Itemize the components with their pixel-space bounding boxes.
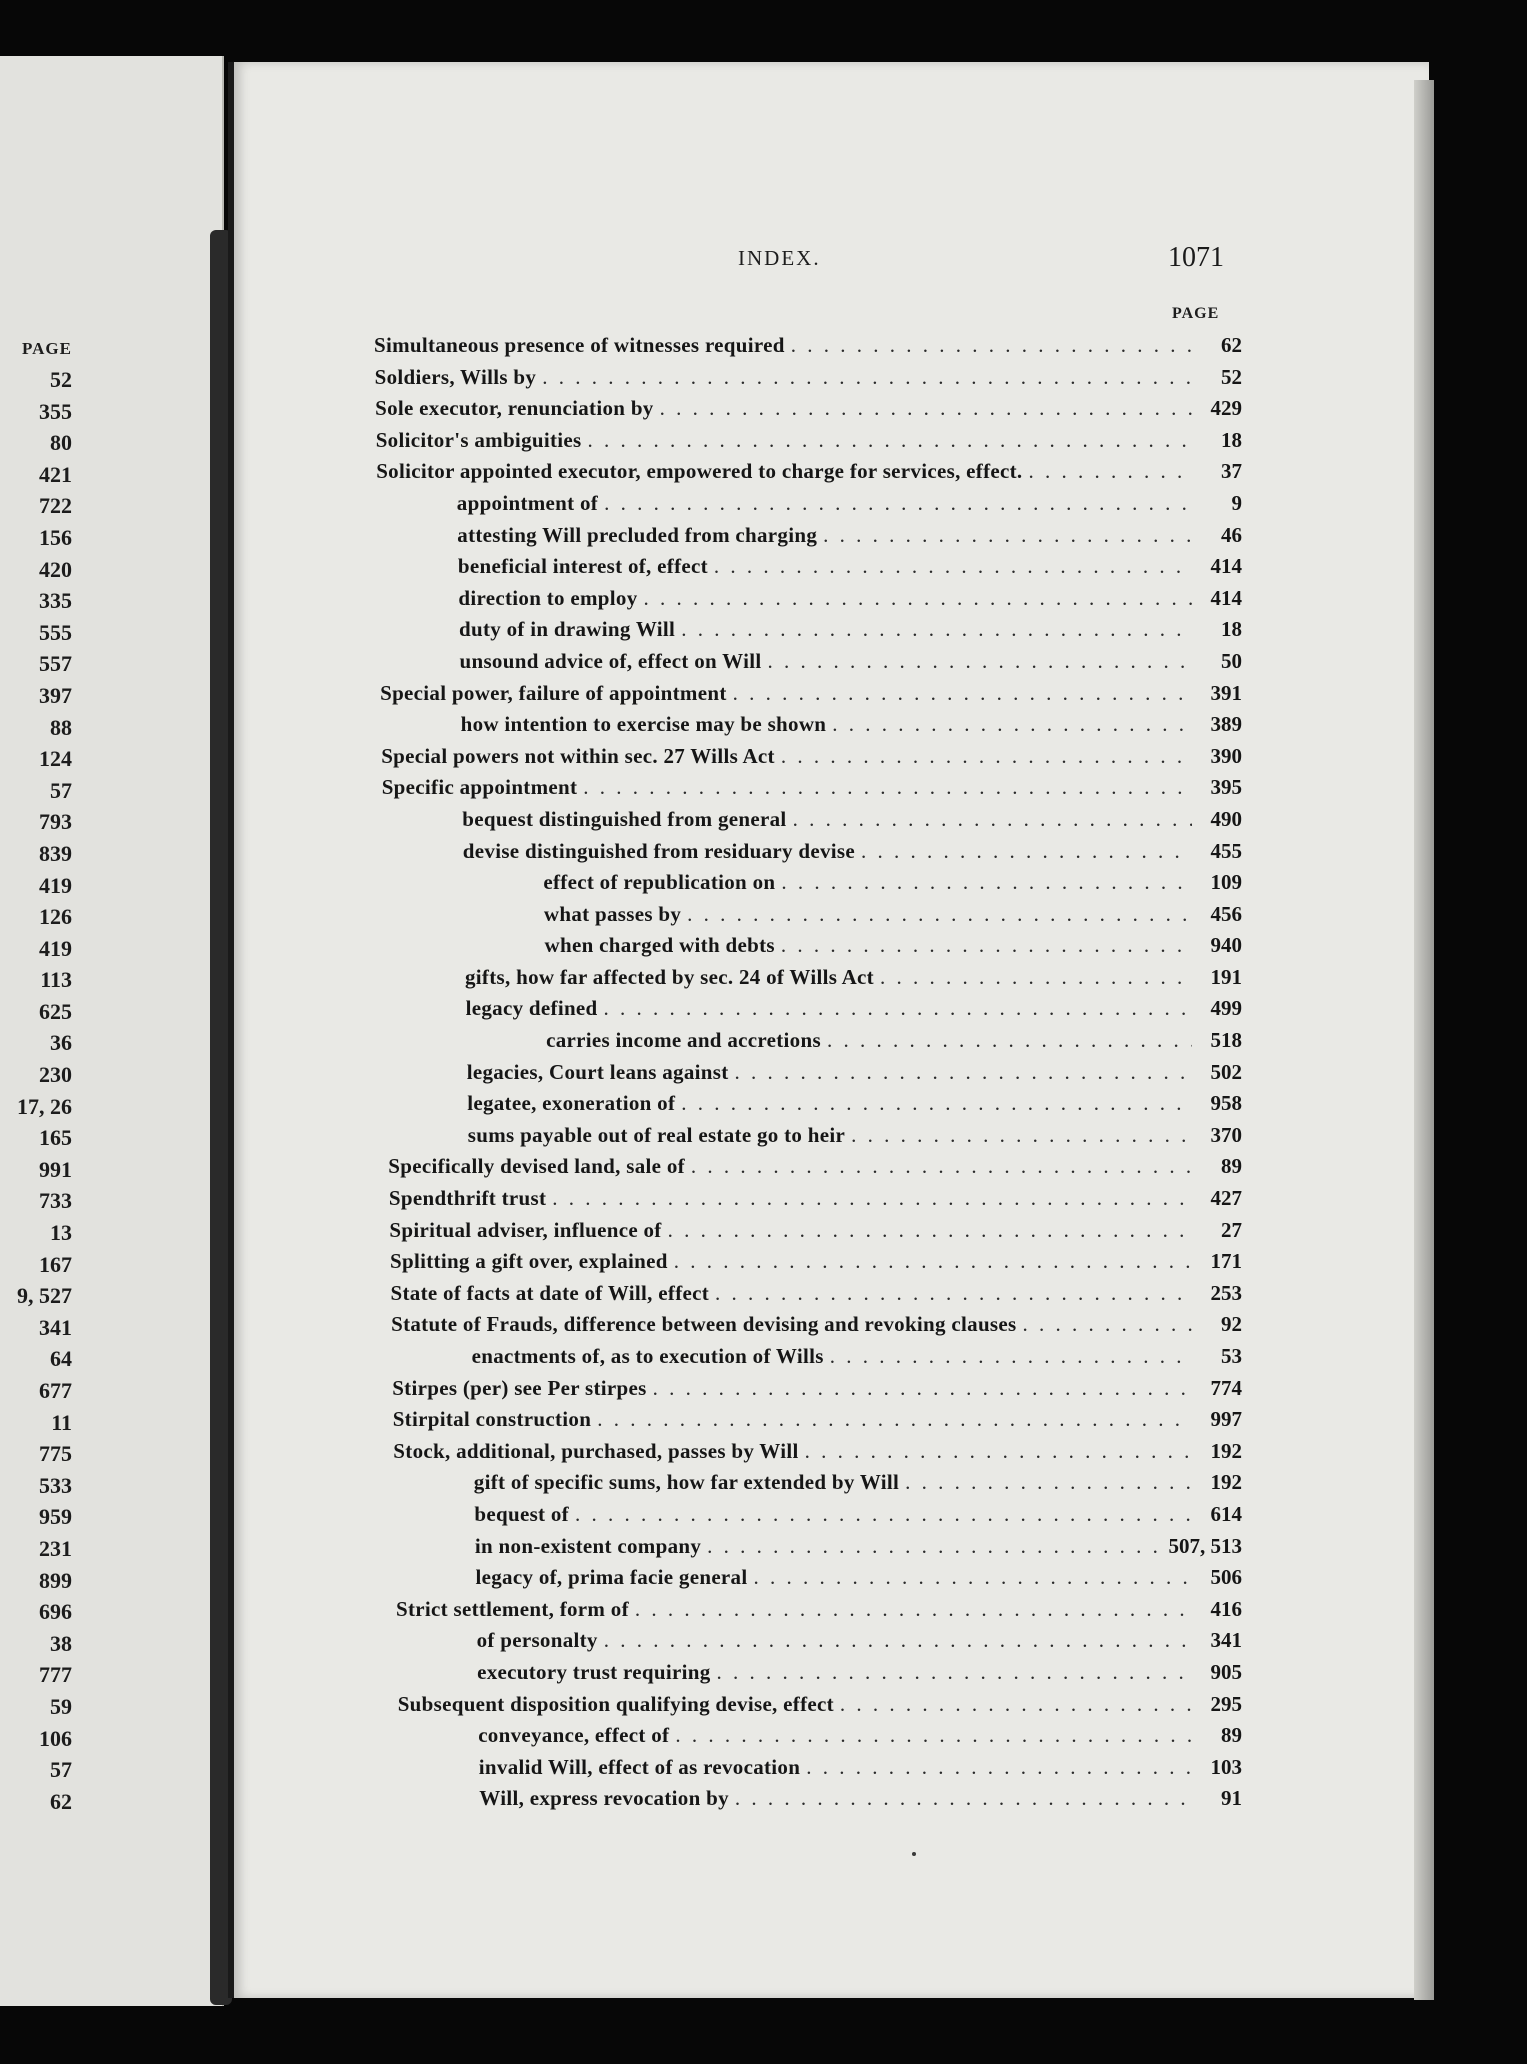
left-page-number: 341 [39,1314,72,1340]
index-entry [398,1720,1242,1752]
left-number-list [0,364,72,1817]
left-page-number: 793 [39,809,72,835]
dot-leader [707,1531,1162,1563]
index-entry [376,425,1242,457]
index-entry-page: 295 [1210,1691,1242,1716]
left-page-number: 899 [39,1567,72,1593]
dot-leader [583,772,1192,804]
dot-leader [597,1404,1192,1436]
index-entry-page: 50 [1221,648,1242,673]
left-page-number: 696 [39,1599,72,1625]
index-entry-text: how intention to exercise may be shown [460,712,827,737]
index-entry-page: 191 [1210,964,1242,989]
left-page-number: 165 [39,1125,72,1151]
index-entry-page: 62 [1221,333,1242,357]
index-entry-text: legacies, Court leans against [466,1059,729,1084]
left-page-number: 419 [39,872,72,898]
index-entry-page: 429 [1210,396,1242,421]
left-page-number: 625 [39,998,72,1024]
index-entry-page: 53 [1221,1344,1242,1368]
index-entry-text: gifts, how far affected by sec. 24 of Wills Act [465,964,874,989]
index-entry [379,614,1242,646]
left-page-number: 13 [50,1220,72,1246]
index-entry-page: 455 [1210,838,1242,863]
left-page-number: 555 [39,619,72,645]
index-entry-text: Splitting a gift over, explained [390,1249,668,1274]
page-number: 1071 [1168,242,1224,273]
index-entry-text: Strict settlement, form of [396,1596,629,1621]
index-entry-page: 192 [1210,1438,1242,1463]
index-entry-text: beneficial interest of, effect [457,554,708,579]
index-entry-page: 109 [1210,870,1242,895]
dot-leader [823,520,1192,552]
index-entry-text: conveyance, effect of [478,1723,670,1748]
index-entry-page: 502 [1210,1059,1242,1084]
index-entry [383,836,1242,868]
index-entry-page: 18 [1221,617,1242,642]
dot-leader [687,899,1192,931]
left-page-number: 64 [50,1346,72,1372]
index-entry-list [374,330,1242,1815]
index-entry-page: 614 [1210,1501,1242,1526]
index-entry-page: 490 [1210,806,1242,831]
index-entry-text: legacy of, prima facie general [475,1565,748,1590]
dot-leader [791,330,1192,362]
index-entry [392,1341,1242,1373]
index-entry [389,1183,1242,1215]
index-entry [384,899,1242,931]
dot-leader [840,1689,1192,1721]
index-entry [376,456,1242,488]
dot-leader [781,867,1192,899]
dot-leader [735,1783,1192,1815]
left-page-number-column [0,334,72,1817]
index-entry-text: Special power, failure of appointment [380,680,727,705]
index-entry-text: Statute of Frauds, difference between devising and revoking clauses [391,1312,1017,1337]
dot-leader [733,678,1192,710]
left-page-number: 777 [39,1662,72,1688]
left-page-number: 62 [50,1788,72,1814]
paper-speck [912,1852,916,1856]
left-page-number: 11 [51,1409,72,1435]
dot-leader [681,1088,1192,1120]
index-entry-page: 416 [1210,1596,1242,1621]
index-entry [388,1120,1242,1152]
index-entry-text: carries income and accretions [546,1028,821,1053]
index-entry [382,772,1242,804]
index-entry-text: attesting Will precluded from charging [457,522,818,547]
index-entry [380,646,1243,678]
dot-leader [781,741,1192,773]
index-entry-text: State of facts at date of Will, effect [390,1280,710,1305]
index-entry [397,1657,1242,1689]
index-entry-page: 427 [1210,1186,1242,1211]
left-page-number: 839 [39,840,72,866]
index-entry-text: legatee, exoneration of [467,1091,676,1116]
left-page-number: 17, 26 [17,1093,72,1119]
dot-leader [767,646,1192,678]
left-page-number: 57 [50,777,72,803]
dot-leader [735,1057,1192,1089]
index-entry-page: 52 [1221,364,1242,389]
index-entry-page: 518 [1210,1028,1242,1053]
index-entry [391,1278,1243,1310]
index-entry-text: Spiritual adviser, influence of [389,1217,662,1242]
dot-leader [880,962,1192,994]
index-entry [375,393,1242,425]
dot-leader [660,393,1192,425]
index-entry [381,709,1242,741]
left-page-number: 9, 527 [17,1283,72,1309]
index-entry-text: when charged with debts [544,933,775,958]
index-entry-text: Stirpital construction [392,1407,592,1432]
dot-leader [552,1183,1192,1215]
index-entry-page: 395 [1210,775,1242,800]
left-page-number: 88 [50,714,72,740]
index-entry [375,362,1242,394]
left-page-number: 230 [39,1062,72,1088]
index-entry [374,330,1242,362]
index-entry-text: Specifically devised land, sale of [388,1154,685,1179]
index-entry-text: effect of republication on [543,870,776,895]
index-entry-page: 997 [1210,1407,1242,1432]
index-entry [377,488,1242,520]
index-entry-text: Stirpes (per) see Per stirpes [392,1375,647,1400]
dot-leader [715,1278,1192,1310]
dot-leader [542,362,1192,394]
index-entry-text: Solicitor's ambiguities [375,427,582,452]
left-page-number: 80 [50,430,72,456]
index-entry [387,1088,1242,1120]
index-entry [393,1436,1242,1468]
index-entry-page: 905 [1210,1659,1242,1684]
left-page-number: 36 [50,1030,72,1056]
index-entry-text: executory trust requiring [477,1659,711,1684]
index-entry [382,804,1242,836]
index-entry [394,1467,1242,1499]
index-entry [389,1215,1242,1247]
index-entry-text: Will, express revocation by [479,1786,729,1811]
left-page-number: 335 [39,588,72,614]
index-entry [383,867,1242,899]
index-entry-text: Sole executor, renunciation by [375,396,654,421]
index-entry [381,741,1242,773]
dot-leader [681,614,1192,646]
left-page-number: 231 [39,1535,72,1561]
index-entry-text: Stock, additional, purchased, passes by Will [393,1438,799,1463]
left-page-number: 106 [39,1725,72,1751]
index-entry-text: Soldiers, Wills by [374,364,537,389]
left-page-number: 167 [39,1251,72,1277]
index-entry-page: 103 [1210,1754,1242,1779]
dot-leader [806,1752,1192,1784]
index-entry [394,1499,1242,1531]
index-entry [386,993,1242,1025]
index-entry [385,962,1242,994]
left-page-number: 991 [39,1156,72,1182]
index-entry-text: of personalty [476,1628,598,1653]
left-page-number: 557 [39,651,72,677]
index-entry-text: in non-existent company [474,1533,702,1558]
index-entry-text: bequest distinguished from general [462,806,787,831]
index-entry [399,1783,1242,1815]
index-entry [388,1151,1242,1183]
index-entry-page: 390 [1210,743,1242,768]
index-entry-page: 89 [1221,1154,1242,1179]
index-entry-text: Subsequent disposition qualifying devise, effect [397,1691,834,1716]
index-entry [378,551,1242,583]
index-entry [396,1562,1243,1594]
index-entry [387,1057,1242,1089]
dot-leader [588,425,1192,457]
index-entry-page: 456 [1210,901,1242,926]
index-entry-page: 507, 513 [1168,1533,1242,1558]
dot-leader [604,1625,1192,1657]
index-entry [391,1309,1242,1341]
left-facing-page [0,56,224,2006]
left-page-number: 124 [39,746,72,772]
index-entry [392,1373,1242,1405]
index-entry-page: 253 [1210,1280,1242,1305]
index-entry-text: direction to employ [458,585,638,610]
index-entry-text: gift of specific sums, how far extended by Will [473,1470,900,1495]
dot-leader [717,1657,1193,1689]
left-page-number: 113 [40,967,72,993]
left-page-number: 52 [50,367,72,392]
index-entry-text: appointment of [456,490,599,515]
index-entry-page: 27 [1221,1217,1242,1242]
dot-leader [635,1594,1192,1626]
index-entry-text: legacy defined [465,996,598,1021]
index-entry [380,678,1242,710]
index-entry-page: 18 [1221,427,1242,452]
left-page-number: 419 [39,935,72,961]
dot-leader [668,1215,1192,1247]
index-entry [378,583,1242,615]
left-page-number: 59 [50,1693,72,1719]
dot-leader [604,993,1192,1025]
left-page-number: 775 [39,1441,72,1467]
index-entry-text: sums payable out of real estate go to heir [467,1122,846,1147]
index-entry [397,1625,1242,1657]
index-entry-page: 341 [1210,1628,1242,1653]
index-entry [396,1594,1242,1626]
dot-leader [1023,1309,1193,1341]
left-page-number: 355 [39,398,72,424]
left-page-number: 397 [39,682,72,708]
index-entry-page: 506 [1210,1565,1242,1590]
index-entry-page: 46 [1221,522,1242,547]
index-entry [395,1531,1242,1563]
index-entry-text: duty of in drawing Will [459,617,676,642]
index-entry [386,1025,1242,1057]
dot-leader [644,583,1192,615]
dot-leader [832,709,1192,741]
index-entry-page: 499 [1210,996,1242,1021]
index-entry-text: Specific appointment [381,775,578,800]
index-entry-text: Simultaneous presence of witnesses required [374,333,785,357]
dot-leader [830,1341,1192,1373]
left-column-head: PAGE [22,339,72,358]
dot-leader [805,1436,1192,1468]
page-column-head: PAGE [1172,305,1220,322]
dot-leader [851,1120,1192,1152]
index-entry-page: 370 [1210,1122,1242,1147]
dot-leader [781,930,1192,962]
index-entry-page: 89 [1221,1723,1242,1748]
dot-leader [861,836,1192,868]
index-entry-page: 389 [1210,712,1242,737]
index-entry-text: Special powers not within sec. 27 Wills Act [381,743,775,768]
page-edge [1414,80,1434,2000]
dot-leader [754,1562,1193,1594]
index-entry-page: 171 [1210,1249,1242,1274]
dot-leader [675,1720,1192,1752]
index-entry-text: devise distinguished from residuary devise [462,838,855,863]
left-page-number: 420 [39,556,72,582]
dot-leader [691,1151,1192,1183]
index-entry-page: 192 [1210,1470,1242,1495]
dot-leader [653,1373,1192,1405]
index-entry-page: 391 [1210,680,1242,705]
dot-leader [575,1499,1192,1531]
dot-leader [714,551,1192,583]
left-page-number: 126 [39,904,72,930]
index-entry-page: 37 [1221,459,1242,484]
index-entry-page: 414 [1210,554,1242,579]
index-entry-text: bequest of [474,1501,569,1526]
index-entry [399,1752,1242,1784]
index-entry-text: what passes by [543,901,682,926]
dot-leader [905,1467,1192,1499]
index-entry [393,1404,1242,1436]
left-page-number: 38 [50,1630,72,1656]
left-page-number: 533 [39,1472,72,1498]
index-entry-page: 774 [1210,1375,1242,1400]
left-page-number: 57 [50,1757,72,1783]
index-entry-page: 9 [1231,490,1242,515]
left-page-number: 733 [39,1188,72,1214]
index-entry-text: enactments of, as to execution of Wills [471,1344,824,1368]
dot-leader [1028,456,1192,488]
index-entry-text: Solicitor appointed executor, empowered to charge for services, effect. [376,459,1023,484]
index-entry-text: unsound advice of, effect on Will [459,648,762,673]
dot-leader [793,804,1192,836]
left-page-number: 421 [39,461,72,487]
left-page-number: 722 [39,493,72,519]
index-entry-page: 91 [1221,1786,1242,1811]
index-entry-page: 414 [1210,585,1242,610]
running-head: INDEX. [738,246,821,270]
left-page-number: 156 [39,524,72,550]
index-entry [385,930,1243,962]
index-entry-page: 940 [1210,933,1242,958]
index-entry-page: 958 [1210,1091,1242,1116]
index-entry-text: Spendthrift trust [388,1186,547,1211]
index-entry [398,1689,1242,1721]
index-entry-text: invalid Will, effect of as revocation [478,1754,801,1779]
left-page-number: 959 [39,1504,72,1530]
dot-leader [604,488,1192,520]
dot-leader [827,1025,1192,1057]
index-entry [390,1246,1242,1278]
left-page-number: 677 [39,1378,72,1403]
index-entry-page: 92 [1221,1312,1242,1337]
index-entry [377,520,1242,552]
dot-leader [674,1246,1192,1278]
